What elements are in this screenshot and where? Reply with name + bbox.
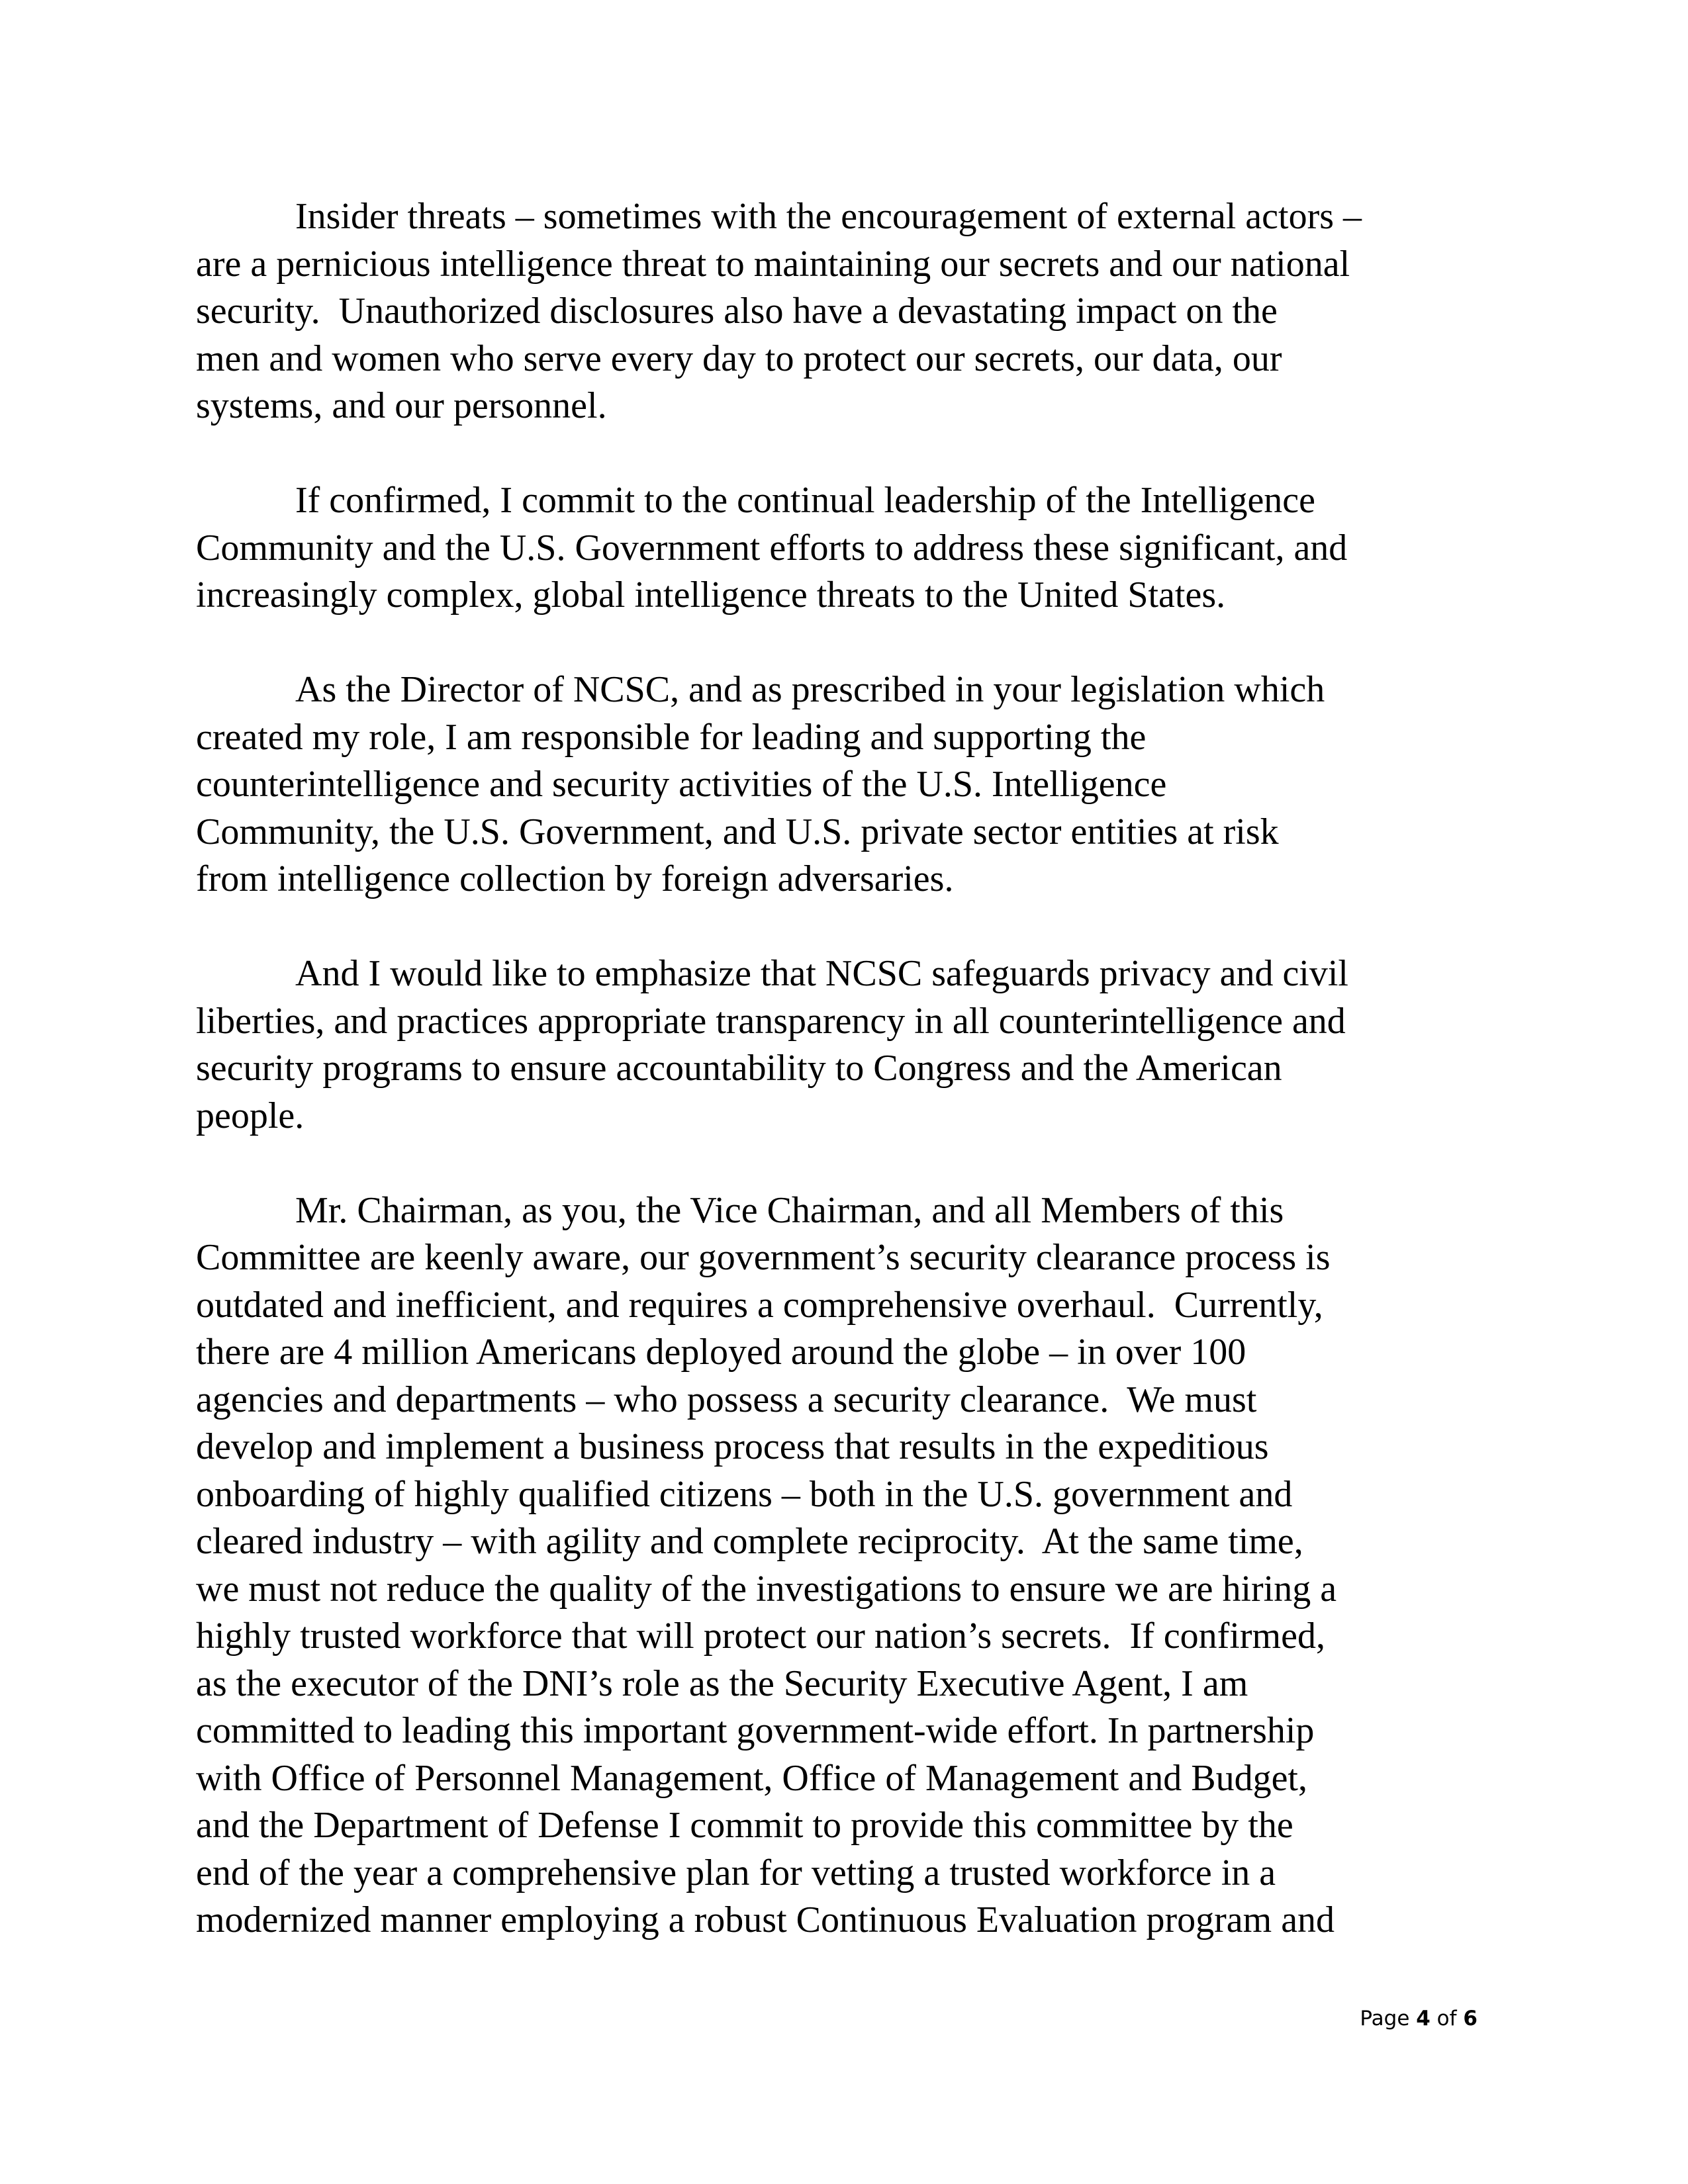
text-line: there are 4 million Americans deployed around the globe – in over 100 xyxy=(196,1332,1246,1373)
text-line: develop and implement a business process that results in the expeditious xyxy=(196,1426,1269,1467)
paragraph xyxy=(196,666,1520,903)
text-line: liberties, and practices appropriate transparency in all counterintelligence and xyxy=(196,1000,1346,1042)
text-line: we must not reduce the quality of the investigations to ensure we are hiring a xyxy=(196,1568,1337,1610)
text-line: modernized manner employing a robust Continuous Evaluation program and xyxy=(196,1899,1335,1940)
text-line: with Office of Personnel Management, Office of Management and Budget, xyxy=(196,1757,1307,1799)
paragraph xyxy=(196,193,1520,430)
text-line: agencies and departments – who possess a security clearance. We must xyxy=(196,1379,1257,1420)
text-line: highly trusted workforce that will protect our nation’s secrets. If confirmed, xyxy=(196,1615,1325,1657)
text-line: Committee are keenly aware, our government’s security clearance process is xyxy=(196,1237,1331,1278)
text-line: are a pernicious intelligence threat to maintaining our secrets and our national xyxy=(196,243,1350,285)
text-line: onboarding of highly qualified citizens – both in the U.S. government and xyxy=(196,1473,1293,1515)
text-line: Mr. Chairman, as you, the Vice Chairman, and all Members of this xyxy=(295,1189,1284,1231)
document-body xyxy=(196,193,1520,1991)
text-line: increasingly complex, global intelligence threats to the United States. xyxy=(196,574,1226,615)
text-line: cleared industry – with agility and complete reciprocity. At the same time, xyxy=(196,1521,1303,1562)
text-line: systems, and our personnel. xyxy=(196,385,607,426)
text-line: as the executor of the DNI’s role as the Security Executive Agent, I am xyxy=(196,1662,1248,1704)
text-line: from intelligence collection by foreign adversaries. xyxy=(196,858,954,899)
page-prefix: Page xyxy=(1360,2007,1417,2030)
text-line: counterintelligence and security activities of the U.S. Intelligence xyxy=(196,764,1167,805)
text-line: and the Department of Defense I commit to provide this committee by the xyxy=(196,1805,1293,1846)
text-line: people. xyxy=(196,1095,305,1136)
text-line: committed to leading this important government-wide effort. In partnership xyxy=(196,1710,1315,1751)
text-line: Insider threats – sometimes with the encouragement of external actors – xyxy=(295,196,1362,237)
text-line: security programs to ensure accountability to Congress and the American xyxy=(196,1048,1282,1089)
page-number-footer xyxy=(1360,2007,1477,2030)
page-current: 4 xyxy=(1416,2007,1430,2030)
page-total: 6 xyxy=(1463,2007,1477,2030)
text-line: And I would like to emphasize that NCSC safeguards privacy and civil xyxy=(295,953,1348,994)
text-line: men and women who serve every day to protect our secrets, our data, our xyxy=(196,338,1282,379)
paragraph xyxy=(196,950,1520,1140)
text-line: Community and the U.S. Government efforts to address these significant, and xyxy=(196,527,1348,569)
text-line: end of the year a comprehensive plan for vetting a trusted workforce in a xyxy=(196,1852,1276,1893)
page-of: of xyxy=(1430,2007,1464,2030)
text-line: outdated and inefficient, and requires a comprehensive overhaul. Currently, xyxy=(196,1284,1323,1326)
text-line: created my role, I am responsible for leading and supporting the xyxy=(196,716,1147,758)
paragraph xyxy=(196,1187,1520,1944)
text-line: security. Unauthorized disclosures also have a devastating impact on the xyxy=(196,291,1278,332)
paragraph xyxy=(196,477,1520,619)
text-line: As the Director of NCSC, and as prescribed in your legislation which xyxy=(295,669,1325,710)
text-line: Community, the U.S. Government, and U.S. private sector entities at risk xyxy=(196,811,1279,852)
text-line: If confirmed, I commit to the continual leadership of the Intelligence xyxy=(295,480,1316,521)
